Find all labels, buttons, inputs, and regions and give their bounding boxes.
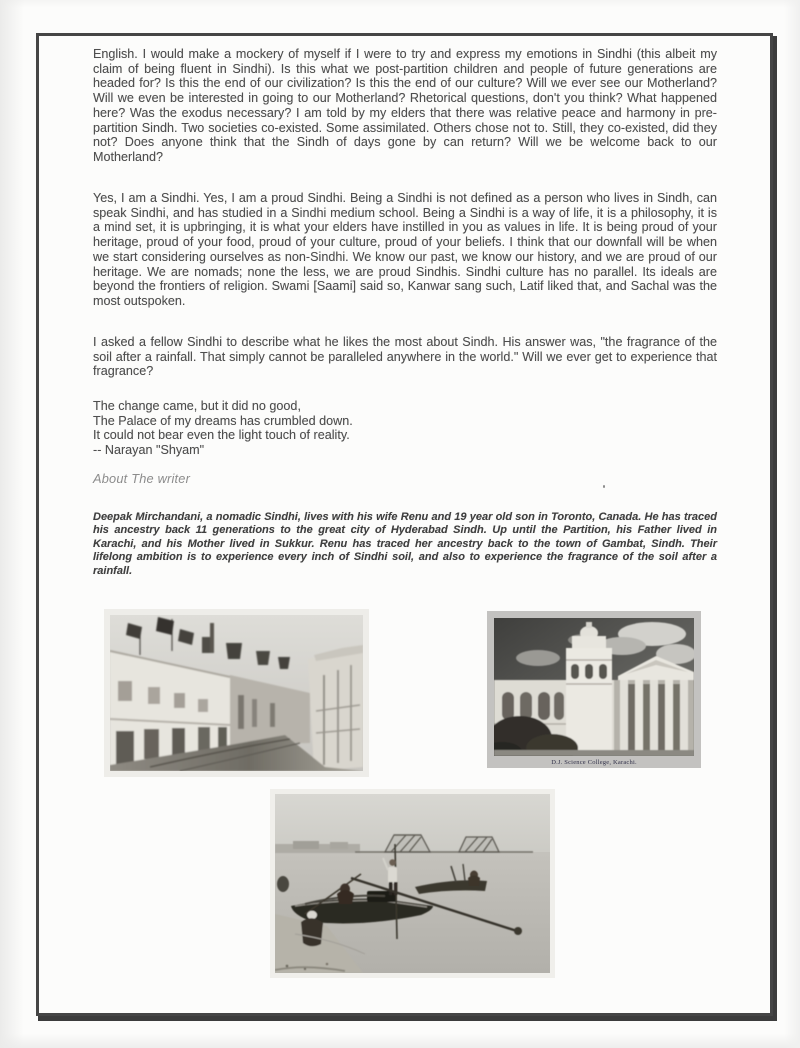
photo-river-boats: [270, 789, 555, 978]
poem-line: The change came, but it did no good,: [93, 399, 301, 413]
photo-caption-college: D.J. Science College, Karachi.: [551, 759, 637, 766]
paragraph-proud-sindhi: Yes, I am a Sindhi. Yes, I am a proud Sindhi. Being a Sindhi is not defined as a person who lives in Sindh, can speak Sindhi, and has studied in a Sindhi medium school. Being a Sindhi is a way of life, it is a philosophy, it is a mind set, it is upbringing, it is what your elders have instilled in you as values in life. It is being proud of your heritage, proud of your food, proud of your culture, proud of your beliefs. I think that our downfall will be when we start considering ourselves as non-Sindhi. We know our past, we know our history, and we are proud of our heritage. We are nomads; none the less, we are proud Sindhis. Sindhi culture has no parallel. Its ideals are beyond the frontiers of religion. Swami [Saami] said so, Kanwar sang such, Latif liked that, and Sachal was the most outspoken.: [93, 191, 717, 308]
poem-line: It could not bear even the light touch of reality.: [93, 428, 350, 443]
photo-street-scene: [104, 609, 369, 777]
photo-dj-science-college: [487, 611, 701, 768]
college-image: [494, 618, 694, 756]
writer-bio: Deepak Mirchandani, a nomadic Sindhi, lives with his wife Renu and 19 year old son in Toronto, Canada. He has traced his ancestry back 11 generations to the great city of Hyderabad Sindh. Up until the Partition, his Father lived in Karachi, and his Mother lived in Sukkur. Renu has traced her ancestry back to the town of Gambat, Sindh. Their lifelong ambition is to experience every inch of Sindhi soil, and also to experience the fragrance of the soil after a rainfall.: [93, 511, 717, 577]
poem-attribution: -- Narayan "Shyam": [93, 443, 205, 458]
paragraph-fragrance: I asked a fellow Sindhi to describe what he likes the most about Sindh. His answer was, "the fragrance of the soil after a rainfall. That simply cannot be paralleled anywhere in the world." Will we ever get to experience that fragrance?: [93, 335, 717, 379]
poem: [93, 399, 717, 458]
street-scene-image: [110, 615, 363, 771]
scan-speck: [603, 485, 605, 488]
poem-line: The Palace of my dreams has crumbled down.: [93, 413, 353, 428]
paragraph-english-mockery: English. I would make a mockery of myself if I were to try and express my emotions in Sindhi (this albeit my claim of being fluent in Sindhi). Is this what we post-partition children and people of future generations are headed for? Is this the end of our civilization? Is this the end of our culture? Will we ever see our Motherland? Will we even be interested in going to our Motherland? Rhetorical questions, don't you think? What happened here? Was the exodus necessary? I am told by my elders that there was relative peace and harmony in pre-partition Sindh. Two societies co-existed. Some assimilated. Others chose not to. Still, they co-existed, did they not? Does anyone think that the Sindh of days gone by can return? Will we be welcome back to our Motherland?: [93, 47, 717, 164]
river-boats-image: [275, 794, 550, 973]
about-writer-heading: About The writer: [93, 471, 191, 486]
